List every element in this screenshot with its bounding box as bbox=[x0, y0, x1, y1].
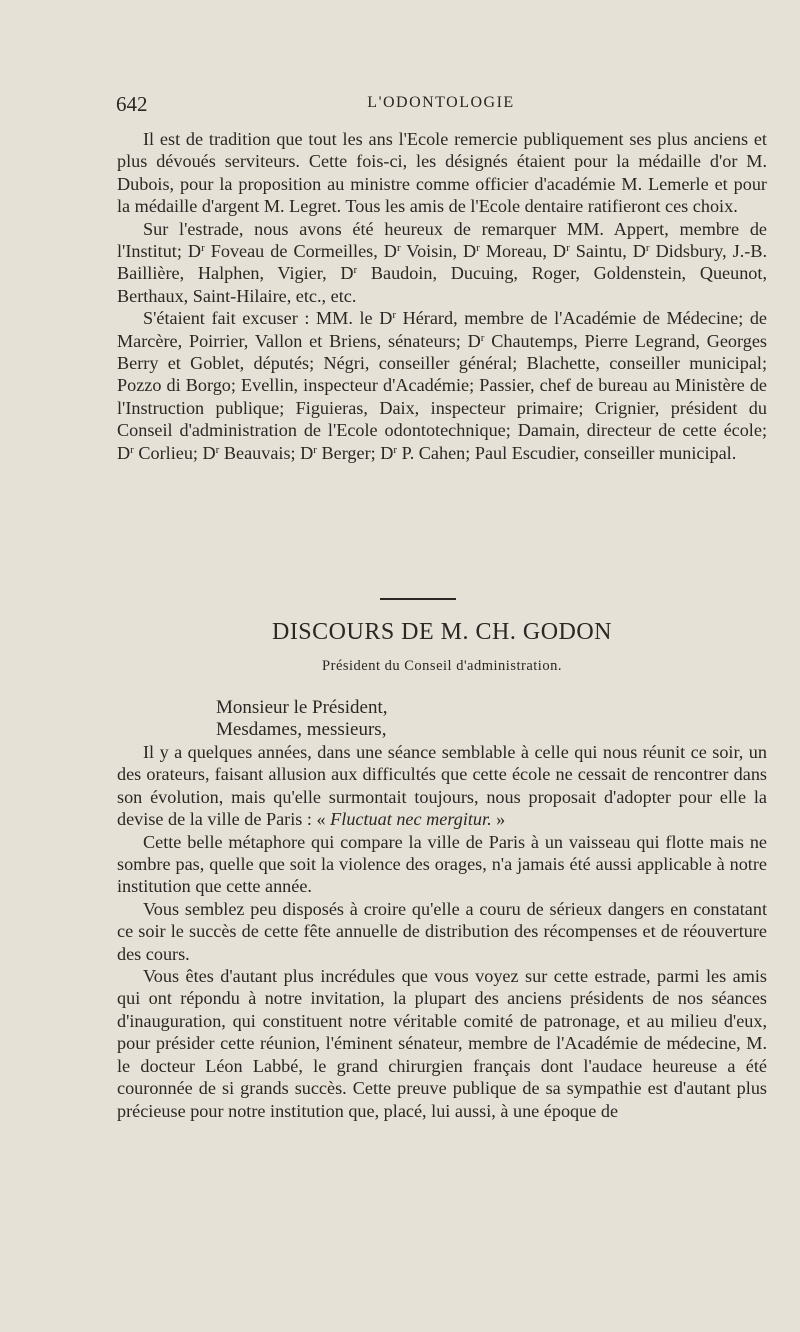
paragraph-excuses: S'étaient fait excuser : MM. le $D^r$ Hérard, membre de l'Académie de Médecine; de Marcère, Poirrier, Vallon et Briens, sénateurs; $D^r$ Chautemps, Pierre Legrand, Georges Berry et Goblet, députés; Négri, conseiller général; Blachette, conseiller municipal; Pozzo di Borgo; Evellin, inspecteur d'Académie; Passier, chef de bureau au Ministère de l'Instruction publique; Figuieras, Daix, inspecteur primaire; Crignier, président du Conseil d'administration de l'Ecole odontotechnique; Damain, directeur de cette école; $D^r$ Corlieu; $D^r$ Beauvais; $D^r$ Berger; $D^r$ P. Cahen; Paul Escudier, conseiller municipal. bbox=[117, 308, 767, 463]
body-text bbox=[117, 128, 767, 464]
page-header bbox=[116, 92, 766, 118]
speech-text bbox=[117, 741, 767, 1122]
speech-paragraph-1: Il y a quelques années, dans une séance semblable à celle qui nous réunit ce soir, un des orateurs, faisant allusion aux difficultés que cette école ne cessait de rencontrer dans son évolution, mais qu'elle surmontait toujours, nous proposait d'adopter pour elle la devise de la ville de Paris : « Fluctuat nec mergitur. » bbox=[117, 742, 767, 830]
salutation-line-2: Mesdames, messieurs, bbox=[216, 719, 387, 740]
paragraph-estrade: Sur l'estrade, nous avons été heureux de remarquer MM. Appert, membre de l'Institut; $D^r$ Foveau de Cormeilles, $D^r$ Voisin, $D^r$ Moreau, $D^r$ Saintu, $D^r$ Didsbury, J.-B. Baillière, Halphen, Vigier, $D^r$ Baudoin, Ducuing, Roger, Goldenstein, Queunot, Berthaux, Saint-Hilaire, etc., etc. bbox=[117, 218, 768, 306]
salutation-line-1: Monsieur le Président, bbox=[216, 697, 388, 718]
section-subtitle: Président du Conseil d'administration. bbox=[322, 658, 562, 674]
paragraph-tradition: Il est de tradition que tout les ans l'Ecole remercie publiquement ses plus anciens et plus dévoués serviteurs. Cette fois-ci, les désignés étaient pour la médaille d'or M. Dubois, pour la proposition au ministre comme officier d'académie M. Lemerle et pour la médaille d'argent M. Legret. Tous les amis de l'Ecole dentaire ratifieront ces choix. bbox=[117, 129, 767, 217]
speech-paragraph-2: Cette belle métaphore qui compare la ville de Paris à un vaisseau qui flotte mais ne sombre pas, quelle que soit la violence des orages, n'a jamais été aussi applicable à notre institution que cette année. bbox=[117, 831, 767, 897]
running-title: L'ODONTOLOGIE bbox=[367, 94, 515, 111]
speech-paragraph-4: Vous êtes d'autant plus incrédules que vous voyez sur cette estrade, parmi les amis qui ont répondu à notre invitation, la plupart des anciens présidents de nos séances d'inauguration, qui constituent notre véritable comité de patronage, et au milieu d'eux, pour présider cette réunion, l'éminent sénateur, membre de l'Académie de médecine, M. le docteur Léon Labbé, le grand chirurgien français dont l'audace heureuse a été couronnée de si grands succès. Cette preuve publique de sa sympathie est d'autant plus précieuse pour notre institution que, placé, lui aussi, à une époque de bbox=[117, 966, 767, 1121]
motto: Fluctuat nec mergitur. bbox=[330, 809, 492, 830]
page-number: 642 bbox=[116, 92, 148, 116]
section-divider bbox=[380, 598, 456, 600]
section-title: DISCOURS DE M. CH. GODON bbox=[271, 619, 613, 645]
speech-paragraph-3: Vous semblez peu disposés à croire qu'elle a couru de sérieux dangers en constatant ce soir le succès de cette fête annuelle de distribution des récompenses et de réouverture des cours. bbox=[117, 898, 767, 964]
